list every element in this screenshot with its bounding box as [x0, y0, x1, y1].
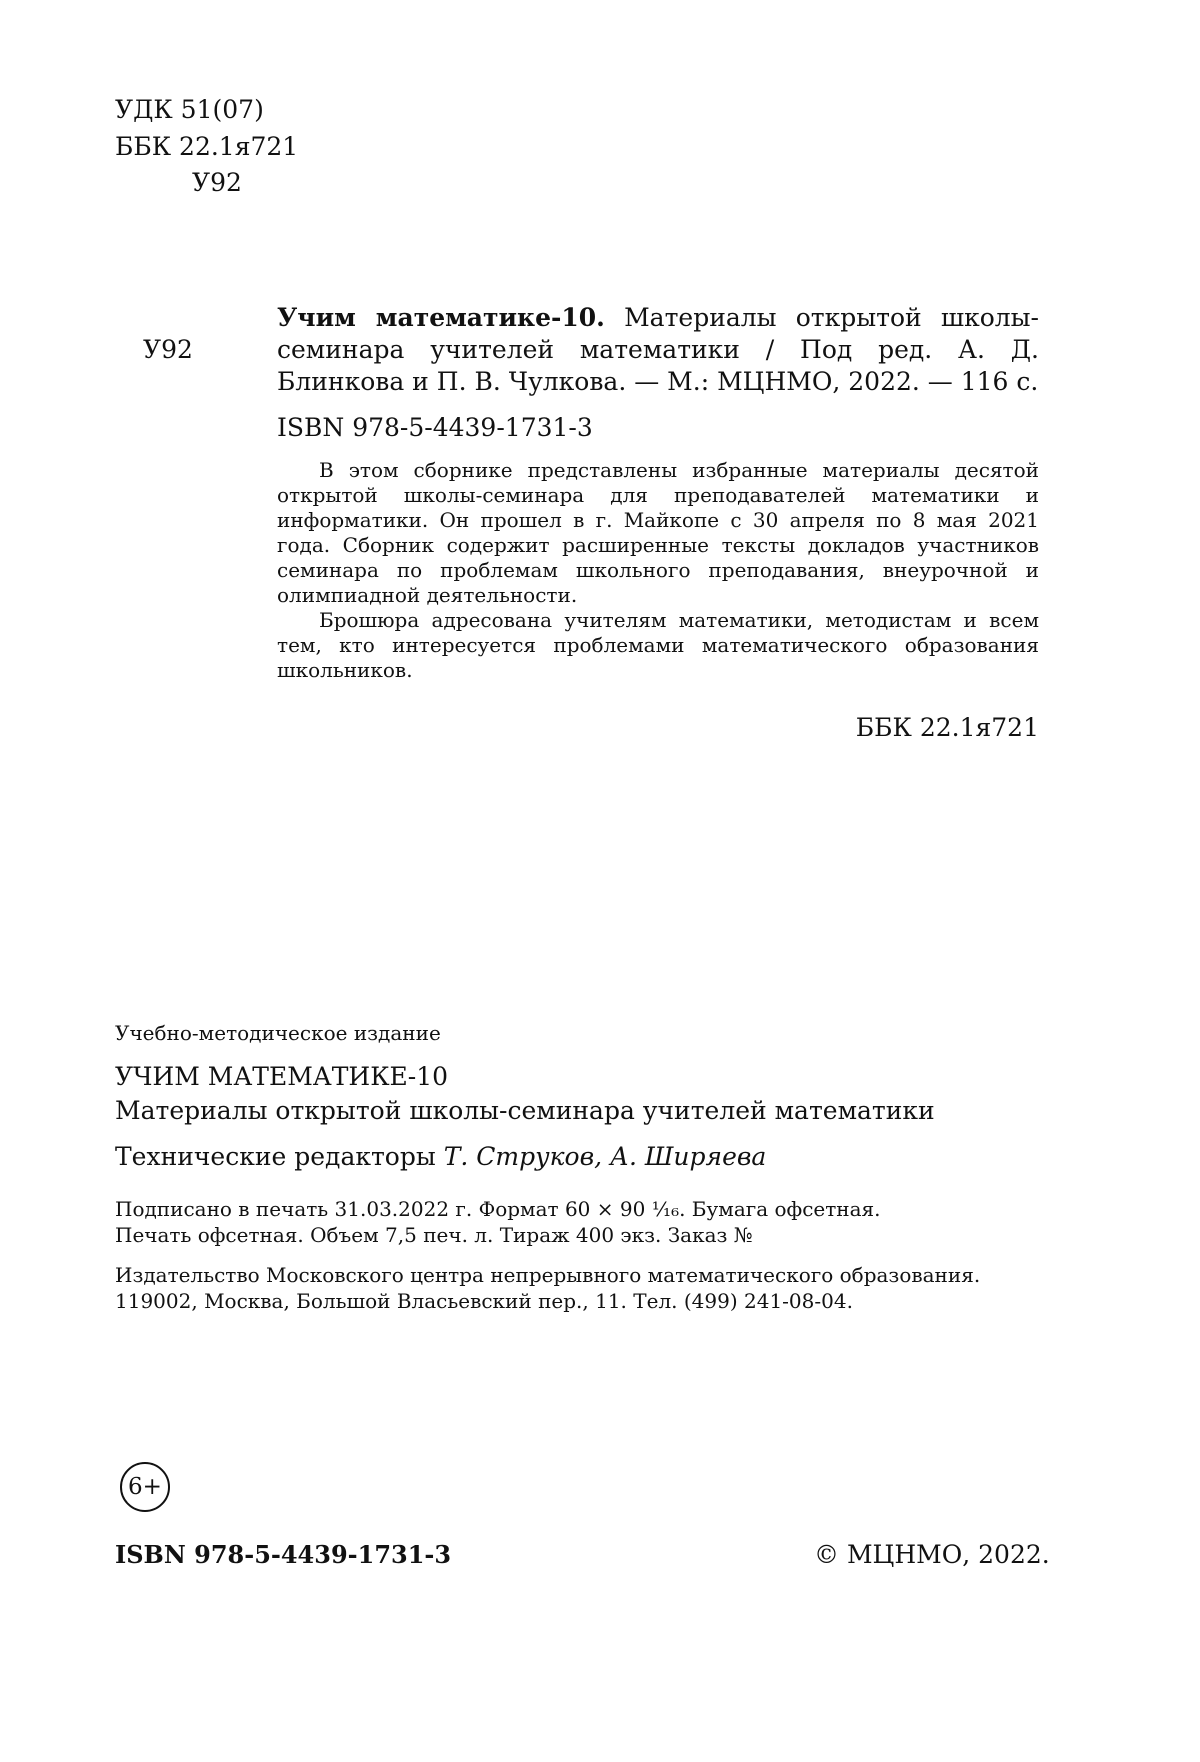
book-title: УЧИМ МАТЕМАТИКЕ-10: [115, 1062, 449, 1091]
abstract-paragraph: Брошюра адресована учителям математики, методистам и всем тем, кто интересуется проблемами математического образования школьников.: [277, 608, 1039, 682]
entry-author-code: У92: [143, 335, 193, 364]
print-details-2: Печать офсетная. Объем 7,5 печ. л. Тираж 400 экз. Заказ №: [115, 1223, 753, 1247]
publisher-address: 119002, Москва, Большой Власьевский пер., 11. Тел. (499) 241-08-04.: [115, 1289, 853, 1313]
print-details-1: Подписано в печать 31.03.2022 г. Формат 60 × 90 ¹⁄₁₆. Бумага офсетная.: [115, 1197, 881, 1221]
entry-main-text: [277, 302, 1039, 398]
tech-editors-label: Технические редакторы: [115, 1142, 436, 1171]
bibliographic-entry: [277, 302, 1039, 742]
book-subtitle: Материалы открытой школы-семинара учителей математики: [115, 1096, 935, 1125]
edition-type: Учебно-методическое издание: [115, 1021, 441, 1045]
copyright-notice: © МЦНМО, 2022.: [814, 1540, 1050, 1569]
entry-title: Учим математике-10.: [277, 303, 605, 332]
entry-bbk: ББК 22.1я721: [855, 713, 1039, 742]
entry-isbn: ISBN 978-5-4439-1731-3: [277, 413, 593, 442]
bbk-code: ББК 22.1я721: [115, 132, 299, 161]
technical-editors: [115, 1140, 1115, 1174]
entry-description: Материалы открытой школы-семинара учителей математики / Под ред. А. Д. Блинкова и П. В. Чулкова. — М.: МЦНМО, 2022. — 116 с.: [277, 303, 1039, 396]
imprint: [115, 1020, 1115, 1314]
age-rating-badge: 6+: [120, 1462, 170, 1512]
publisher-name: Издательство Московского центра непрерывного математического образования.: [115, 1263, 981, 1287]
footer-isbn: ISBN 978-5-4439-1731-3: [115, 1540, 452, 1569]
author-code: У92: [192, 168, 242, 197]
abstract: [277, 458, 1039, 683]
udk-code: УДК 51(07): [115, 95, 264, 124]
abstract-paragraph: В этом сборнике представлены избранные материалы десятой открытой школы-семинара для преподавателей математики и информатики. Он прошел в г. Майкопе с 30 апреля по 8 мая 2021 года. Сборник содержит расширенные тексты докладов участников семинара по проблемам школьного преподавания, внеурочной и олимпиадной деятельности.: [277, 458, 1039, 607]
tech-editors-names: Т. Струков, А. Ширяева: [443, 1142, 767, 1171]
